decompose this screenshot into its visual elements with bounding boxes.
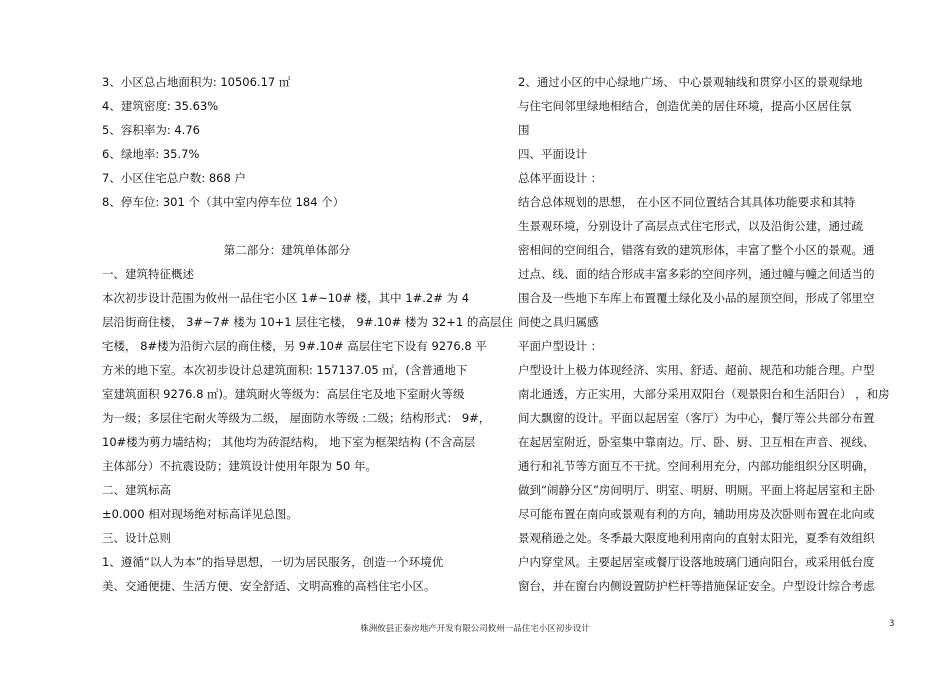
text-line: 一、建筑特征概述 [102, 267, 194, 281]
text-line: 窗台，并在窗台内侧设置防护栏杆等措施保证安全。户型设计综合考虑 [518, 579, 875, 593]
page-footer: 株洲攸县正泰房地产开发有限公司攸州一品住宅小区初步设计 [360, 624, 590, 634]
text-line: 通行和礼节等方面互不干扰。空间利用充分，内部功能组织分区明确， [518, 459, 875, 473]
text-line: 与住宅间邻里绿地相结合，创造优美的居住环境，提高小区居住氛 [518, 99, 852, 113]
left-column [102, 70, 513, 598]
text-line: 室建筑面积 9276.8 ㎡)。建筑耐火等级为：高层住宅及地下室耐火等级 [102, 387, 465, 401]
text-line: 主体部分）不抗震设防；建筑设计使用年限为 50 年。 [102, 459, 377, 473]
text-line: 为一级；多层住宅耐火等级为二级， 屋面防水等级 :二级；结构形式： 9#， [102, 411, 491, 425]
text-line: 美、交通便捷、生活方便、安全舒适、文明高雅的高档住宅小区。 [102, 579, 436, 593]
text-line: 8、停车位: 301 个（其中室内停车位 184 个） [102, 195, 345, 209]
text-line: 层沿街商住楼， 3#~7# 楼为 10+1 层住宅楼， 9#.10# 楼为 32+1 的高层住 [102, 315, 513, 329]
text-line: 过点、线、面的结合形成丰富多彩的空间序列，通过幢与幢之间适当的 [518, 267, 875, 281]
text-line: 宅楼， 8#楼为沿街六层的商住楼，另 9#.10# 高层住宅下设有 9276.8 平 [102, 339, 487, 353]
text-line: 间使之具归属感 [518, 315, 599, 329]
text-line: 10#楼为剪力墙结构； 其他均为砖混结构， 地下室为框架结构 (不含高层 [102, 435, 476, 449]
text-line: 生景观环境，分别设计了高层点式住宅形式，以及沿街公建，通过疏 [518, 219, 863, 233]
text-line: 方米的地下室。本次初步设计总建筑面积: 157137.05 ㎡，(含普通地下 [102, 363, 468, 377]
text-line: 围合及一些地下车库上布置覆土绿化及小品的屋顶空间，形成了邻里空 [518, 291, 875, 305]
text-line: 密相间的空间组合，错落有致的建筑形体，丰富了整个小区的景观。通 [518, 243, 875, 257]
text-line: 6、绿地率: 35.7% [102, 147, 200, 161]
text-line: 景观稍逊之处。冬季最大限度地利用南向的直射太阳光，夏季有效组织 [518, 531, 875, 545]
text-line: 三、设计总则 [102, 531, 171, 545]
text-line: 7、小区住宅总户数: 868 户 [102, 171, 246, 185]
text-line: 户型设计上极力体现经济、实用、舒适、超前、规范和功能合理。户型 [518, 363, 875, 377]
text-line: 5、容积率为: 4.76 [102, 123, 200, 137]
text-line: 2、通过小区的中心绿地广场、 中心景观轴线和贯穿小区的景观绿地 [518, 75, 863, 89]
text-line: 尽可能布置在南向或景观有利的方向，辅助用房及次卧则布置在北向或 [518, 507, 875, 521]
text-line: 1、遵循“以人为本”的指导思想，一切为居民服务，创造一个环境优 [102, 555, 444, 569]
text-line: 结合总体规划的思想， 在小区不同位置结合其具体功能要求和其特 [518, 195, 856, 209]
text-line: ±0.000 相对现场绝对标高详见总图。 [102, 507, 298, 521]
text-line: 在起居室附近，卧室集中靠南边。厅、卧、厨、卫互相在声音、视线、 [518, 435, 875, 449]
text-line: 平面户型设计 ： [518, 339, 603, 353]
text-line: 4、建筑密度: 35.63% [102, 99, 219, 113]
text-line: 户内穿堂风。主要起居室或餐厅设落地玻璃门通向阳台，或采用低台度 [518, 555, 875, 569]
spacer [102, 214, 472, 238]
section-heading: 第二部分：建筑单体部分 [223, 243, 351, 257]
text-line: 四、平面设计 [518, 147, 587, 161]
text-line: 本次初步设计范围为攸州一品住宅小区 1#~10# 楼，其中 1#.2# 为 4 [102, 291, 470, 305]
text-line: 二、建筑标高 [102, 483, 171, 497]
right-column [518, 70, 888, 598]
text-line: 总体平面设计 ： [518, 171, 603, 185]
text-line: 南北通透，方正实用，大部分采用双阳台（观景阳台和生活阳台） ，和房 [518, 387, 890, 401]
text-line: 做到“闹静分区”房间明厅、明室、明厨、明厕。平面上将起居室和主卧 [518, 483, 875, 497]
page-number: 3 [889, 619, 895, 629]
text-line: 围 [518, 123, 530, 137]
text-line: 间大飘窗的设计。平面以起居室（客厅）为中心，餐厅等公共部分布置 [518, 411, 875, 425]
text-line: 3、小区总占地面积为: 10506.17 ㎡ [102, 75, 291, 89]
